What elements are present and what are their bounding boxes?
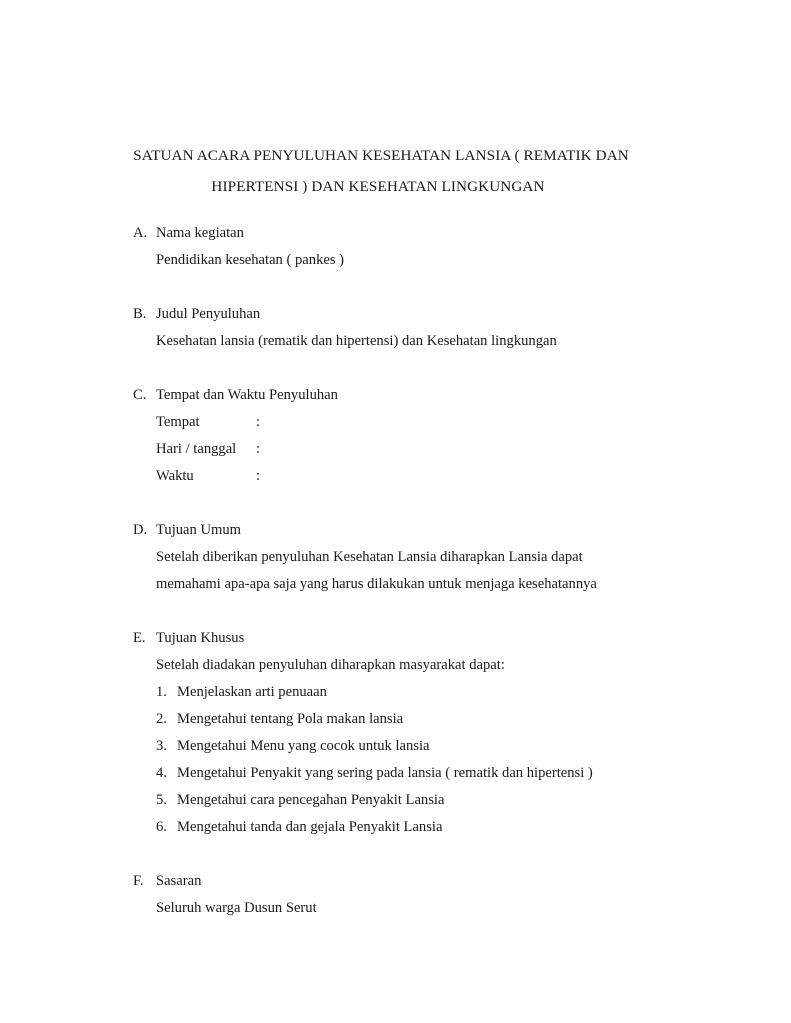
field-label-tempat: Tempat	[156, 414, 200, 430]
list-item-number: 3.	[156, 738, 167, 754]
section-e-list	[119, 679, 643, 841]
section-d-body	[119, 544, 643, 598]
section-f-marker: F.	[133, 873, 144, 889]
section-b-body: Kesehatan lansia (rematik dan hipertensi) dan Kesehatan lingkungan	[156, 333, 557, 349]
list-item-text: Mengetahui tanda dan gejala Penyakit Lansia	[177, 819, 443, 835]
document-title	[119, 140, 643, 202]
section-a	[119, 220, 643, 274]
section-f	[119, 868, 643, 922]
section-spacer	[119, 355, 643, 382]
section-b-marker: B.	[133, 306, 147, 322]
section-b-heading-text: Judul Penyuluhan	[156, 306, 261, 322]
section-a-heading	[119, 220, 643, 247]
list-item	[119, 706, 643, 733]
list-item	[119, 787, 643, 814]
section-spacer	[119, 490, 643, 517]
section-c-marker: C.	[133, 387, 147, 403]
document-title-line-1: SATUAN ACARA PENYULUHAN KESEHATAN LANSIA ( REMATIK DAN	[133, 147, 629, 164]
section-f-heading	[119, 868, 643, 895]
section-e-marker: E.	[133, 630, 146, 646]
list-item	[119, 814, 643, 841]
list-item-text: Mengetahui Penyakit yang sering pada lansia ( rematik dan hipertensi )	[177, 765, 593, 781]
field-row-hari-tanggal	[119, 436, 643, 463]
section-spacer	[119, 598, 643, 625]
section-a-heading-text: Nama kegiatan	[156, 225, 244, 241]
section-spacer	[119, 841, 643, 868]
document-title-line-2: HIPERTENSI ) DAN KESEHATAN LINGKUNGAN	[211, 178, 545, 195]
section-f-body: Seluruh warga Dusun Serut	[156, 900, 317, 916]
section-d-paragraph-line-2: memahami apa-apa saja yang harus dilakukan untuk menjaga kesehatannya	[156, 576, 597, 592]
section-d	[119, 517, 643, 598]
field-label-waktu: Waktu	[156, 468, 194, 484]
section-spacer	[119, 274, 643, 301]
document-content	[119, 140, 643, 922]
section-e	[119, 625, 643, 841]
section-c-heading	[119, 382, 643, 409]
section-a-marker: A.	[133, 225, 148, 241]
list-item-text: Mengetahui tentang Pola makan lansia	[177, 711, 404, 727]
section-f-heading-text: Sasaran	[156, 873, 202, 889]
section-b-heading	[119, 301, 643, 328]
section-c-heading-text: Tempat dan Waktu Penyuluhan	[156, 387, 338, 403]
section-e-intro: Setelah diadakan penyuluhan diharapkan masyarakat dapat:	[156, 657, 505, 673]
section-d-heading-text: Tujuan Umum	[156, 522, 242, 538]
list-item-number: 5.	[156, 792, 167, 808]
section-d-marker: D.	[133, 522, 148, 538]
section-a-body: Pendidikan kesehatan ( pankes )	[156, 252, 345, 268]
field-row-waktu	[119, 463, 643, 490]
list-item	[119, 733, 643, 760]
field-row-tempat	[119, 409, 643, 436]
section-d-heading	[119, 517, 643, 544]
section-c	[119, 382, 643, 490]
list-item-text: Menjelaskan arti penuaan	[177, 684, 327, 700]
field-colon-waktu: :	[256, 468, 261, 484]
section-e-heading-text: Tujuan Khusus	[156, 630, 245, 646]
section-b	[119, 301, 643, 355]
field-label-hari-tanggal: Hari / tanggal	[156, 441, 237, 457]
list-item-number: 6.	[156, 819, 167, 835]
list-item-text: Mengetahui cara pencegahan Penyakit Lansia	[177, 792, 445, 808]
section-d-paragraph-line-1: Setelah diberikan penyuluhan Kesehatan Lansia diharapkan Lansia dapat	[156, 549, 583, 565]
list-item	[119, 679, 643, 706]
list-item-number: 1.	[156, 684, 167, 700]
section-e-heading	[119, 625, 643, 652]
field-colon-tempat: :	[256, 414, 261, 430]
list-item-text: Mengetahui Menu yang cocok untuk lansia	[177, 738, 430, 754]
list-item	[119, 760, 643, 787]
list-item-number: 4.	[156, 765, 167, 781]
field-colon-hari-tanggal: :	[256, 441, 261, 457]
list-item-number: 2.	[156, 711, 167, 727]
